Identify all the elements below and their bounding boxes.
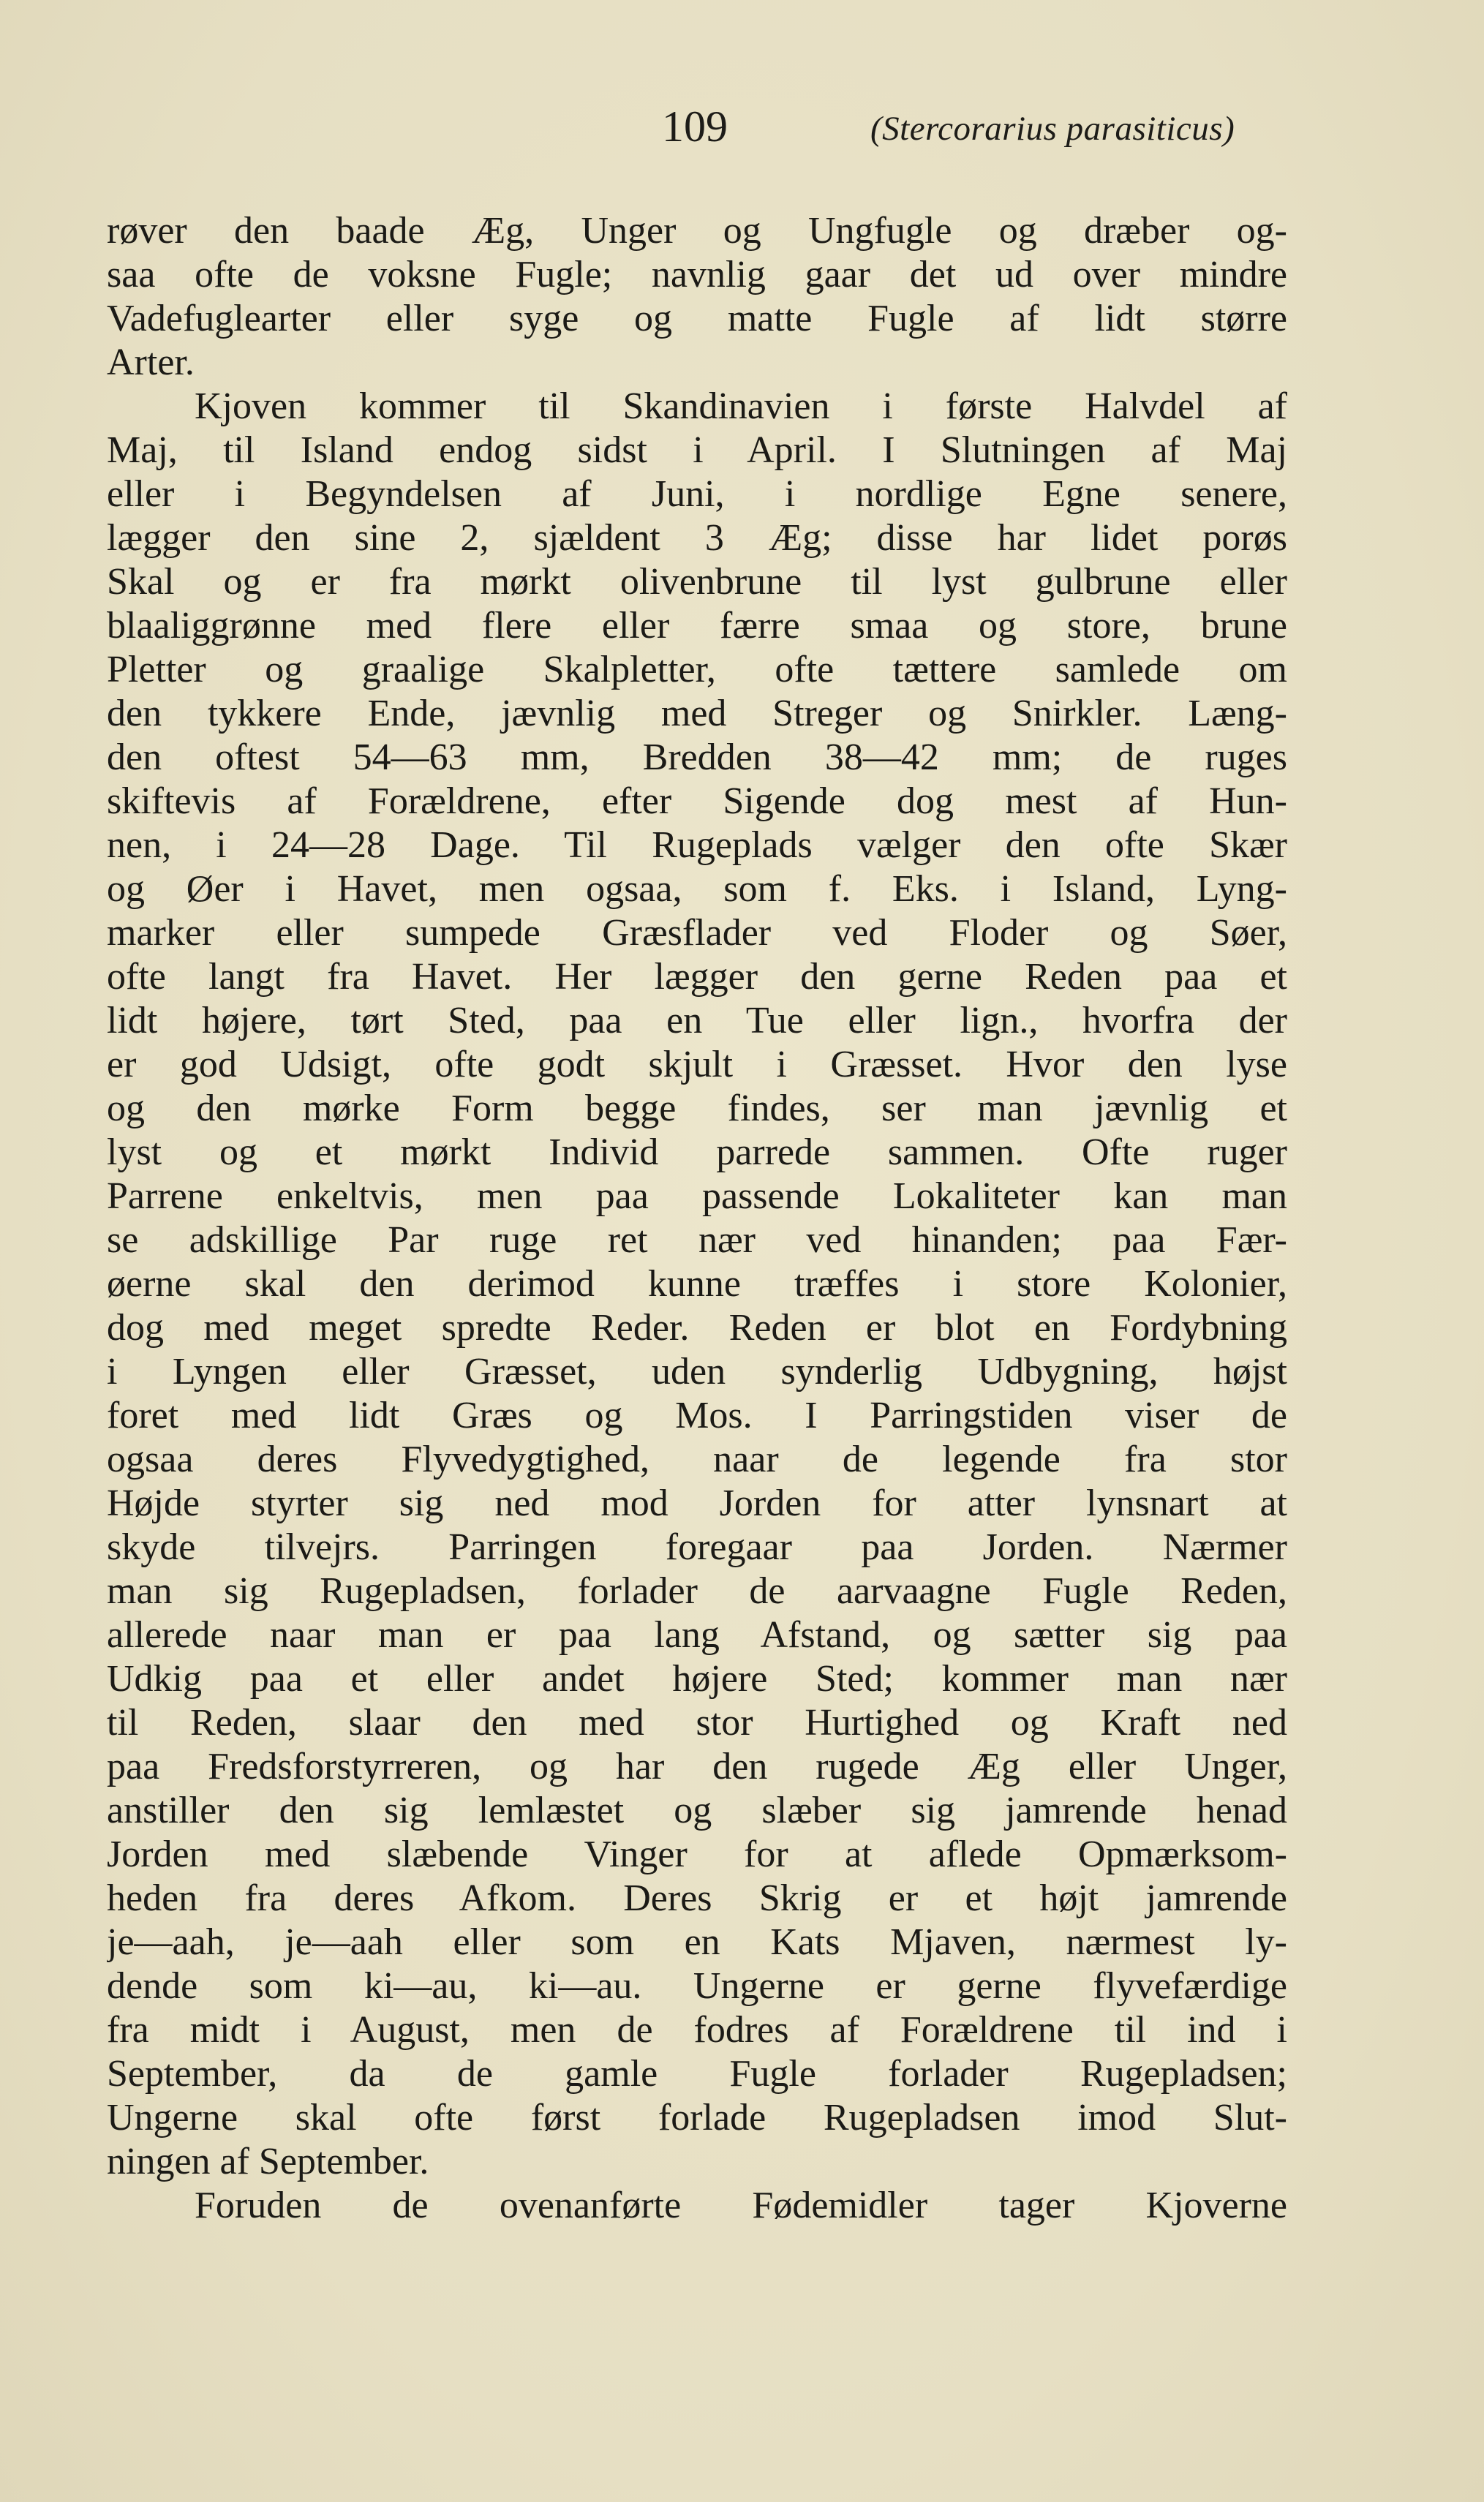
- text-line: Parrene enkeltvis, men paa passende Lokaliteter kan man: [107, 1175, 1287, 1217]
- text-line: je—aah, je—aah eller som en Kats Mjaven, nærmest ly-: [107, 1921, 1287, 1963]
- text-line: foret med lidt Græs og Mos. I Parringstiden viser de: [107, 1395, 1287, 1436]
- text-line: Højde styrter sig ned mod Jorden for atter lynsnart at: [107, 1482, 1287, 1524]
- text-line: er god Udsigt, ofte godt skjult i Græsset. Hvor den lyse: [107, 1044, 1287, 1085]
- text-line: i Lyngen eller Græsset, uden synderlig Udbygning, højst: [107, 1351, 1287, 1393]
- text-line: Arter.: [107, 342, 195, 383]
- text-line: Ungerne skal ofte først forlade Rugepladsen imod Slut-: [107, 2097, 1287, 2139]
- text-line: Vadefuglearter eller syge og matte Fugle af lidt større: [107, 298, 1287, 339]
- text-line: røver den baade Æg, Unger og Ungfugle og dræber og-: [107, 210, 1287, 252]
- text-line: lægger den sine 2, sjældent 3 Æg; disse har lidet porøs: [107, 517, 1287, 559]
- text-line: paa Fredsforstyrreren, og har den rugede Æg eller Unger,: [107, 1746, 1287, 1787]
- running-head: (Stercorarius parasiticus): [870, 110, 1235, 148]
- text-line: Jorden med slæbende Vinger for at aflede Opmærksom-: [107, 1834, 1287, 1875]
- text-line: Kjoven kommer til Skandinavien i første Halvdel af: [195, 385, 1287, 427]
- text-line: Udkig paa et eller andet højere Sted; kommer man nær: [107, 1658, 1287, 1700]
- text-line: heden fra deres Afkom. Deres Skrig er et højt jamrende: [107, 1877, 1287, 1919]
- text-line: anstiller den sig lemlæstet og slæber sig jamrende henad: [107, 1790, 1287, 1831]
- body-text: [107, 209, 1287, 2228]
- text-line: og den mørke Form begge findes, ser man jævnlig et: [107, 1088, 1287, 1129]
- text-line: Pletter og graalige Skalpletter, ofte tættere samlede om: [107, 649, 1287, 690]
- text-line: Skal og er fra mørkt olivenbrune til lyst gulbrune eller: [107, 561, 1287, 603]
- page-header: [0, 101, 1484, 152]
- text-line: Foruden de ovenanførte Fødemidler tager Kjoverne: [195, 2185, 1287, 2226]
- text-line: lidt højere, tørt Sted, paa en Tue eller lign., hvorfra der: [107, 1000, 1287, 1041]
- text-line: ogsaa deres Flyvedygtighed, naar de legende fra stor: [107, 1439, 1287, 1480]
- text-line: eller i Begyndelsen af Juni, i nordlige Egne senere,: [107, 473, 1287, 515]
- text-line: saa ofte de voksne Fugle; navnlig gaar det ud over mindre: [107, 254, 1287, 295]
- text-line: dende som ki—au, ki—au. Ungerne er gerne flyvefærdige: [107, 1965, 1287, 2007]
- text-line: den tykkere Ende, jævnlig med Streger og Snirkler. Læng-: [107, 693, 1287, 734]
- text-line: man sig Rugepladsen, forlader de aarvaagne Fugle Reden,: [107, 1570, 1287, 1612]
- text-line: nen, i 24—28 Dage. Til Rugeplads vælger den ofte Skær: [107, 824, 1287, 866]
- text-line: Maj, til Island endog sidst i April. I Slutningen af Maj: [107, 429, 1287, 471]
- text-line: til Reden, slaar den med stor Hurtighed og Kraft ned: [107, 1702, 1287, 1744]
- text-line: skyde tilvejrs. Parringen foregaar paa Jorden. Nærmer: [107, 1526, 1287, 1568]
- text-line: øerne skal den derimod kunne træffes i store Kolonier,: [107, 1263, 1287, 1305]
- page-number: 109: [662, 102, 728, 151]
- text-line: fra midt i August, men de fodres af Forældrene til ind i: [107, 2009, 1287, 2051]
- text-line: dog med meget spredte Reder. Reden er blot en Fordybning: [107, 1307, 1287, 1349]
- text-line: ningen af September.: [107, 2141, 429, 2182]
- text-line: marker eller sumpede Græsflader ved Floder og Søer,: [107, 912, 1287, 954]
- text-line: allerede naar man er paa lang Afstand, og sætter sig paa: [107, 1614, 1287, 1656]
- text-line: blaaliggrønne med flere eller færre smaa og store, brune: [107, 605, 1287, 647]
- text-line: lyst og et mørkt Individ parrede sammen. Ofte ruger: [107, 1131, 1287, 1173]
- text-line: skiftevis af Forældrene, efter Sigende dog mest af Hun-: [107, 780, 1287, 822]
- text-line: se adskillige Par ruge ret nær ved hinanden; paa Fær-: [107, 1219, 1287, 1261]
- text-line: ofte langt fra Havet. Her lægger den gerne Reden paa et: [107, 956, 1287, 998]
- text-line: og Øer i Havet, men ogsaa, som f. Eks. i Island, Lyng-: [107, 868, 1287, 910]
- text-line: den oftest 54—63 mm, Bredden 38—42 mm; de ruges: [107, 736, 1287, 778]
- text-line: September, da de gamle Fugle forlader Rugepladsen;: [107, 2053, 1287, 2095]
